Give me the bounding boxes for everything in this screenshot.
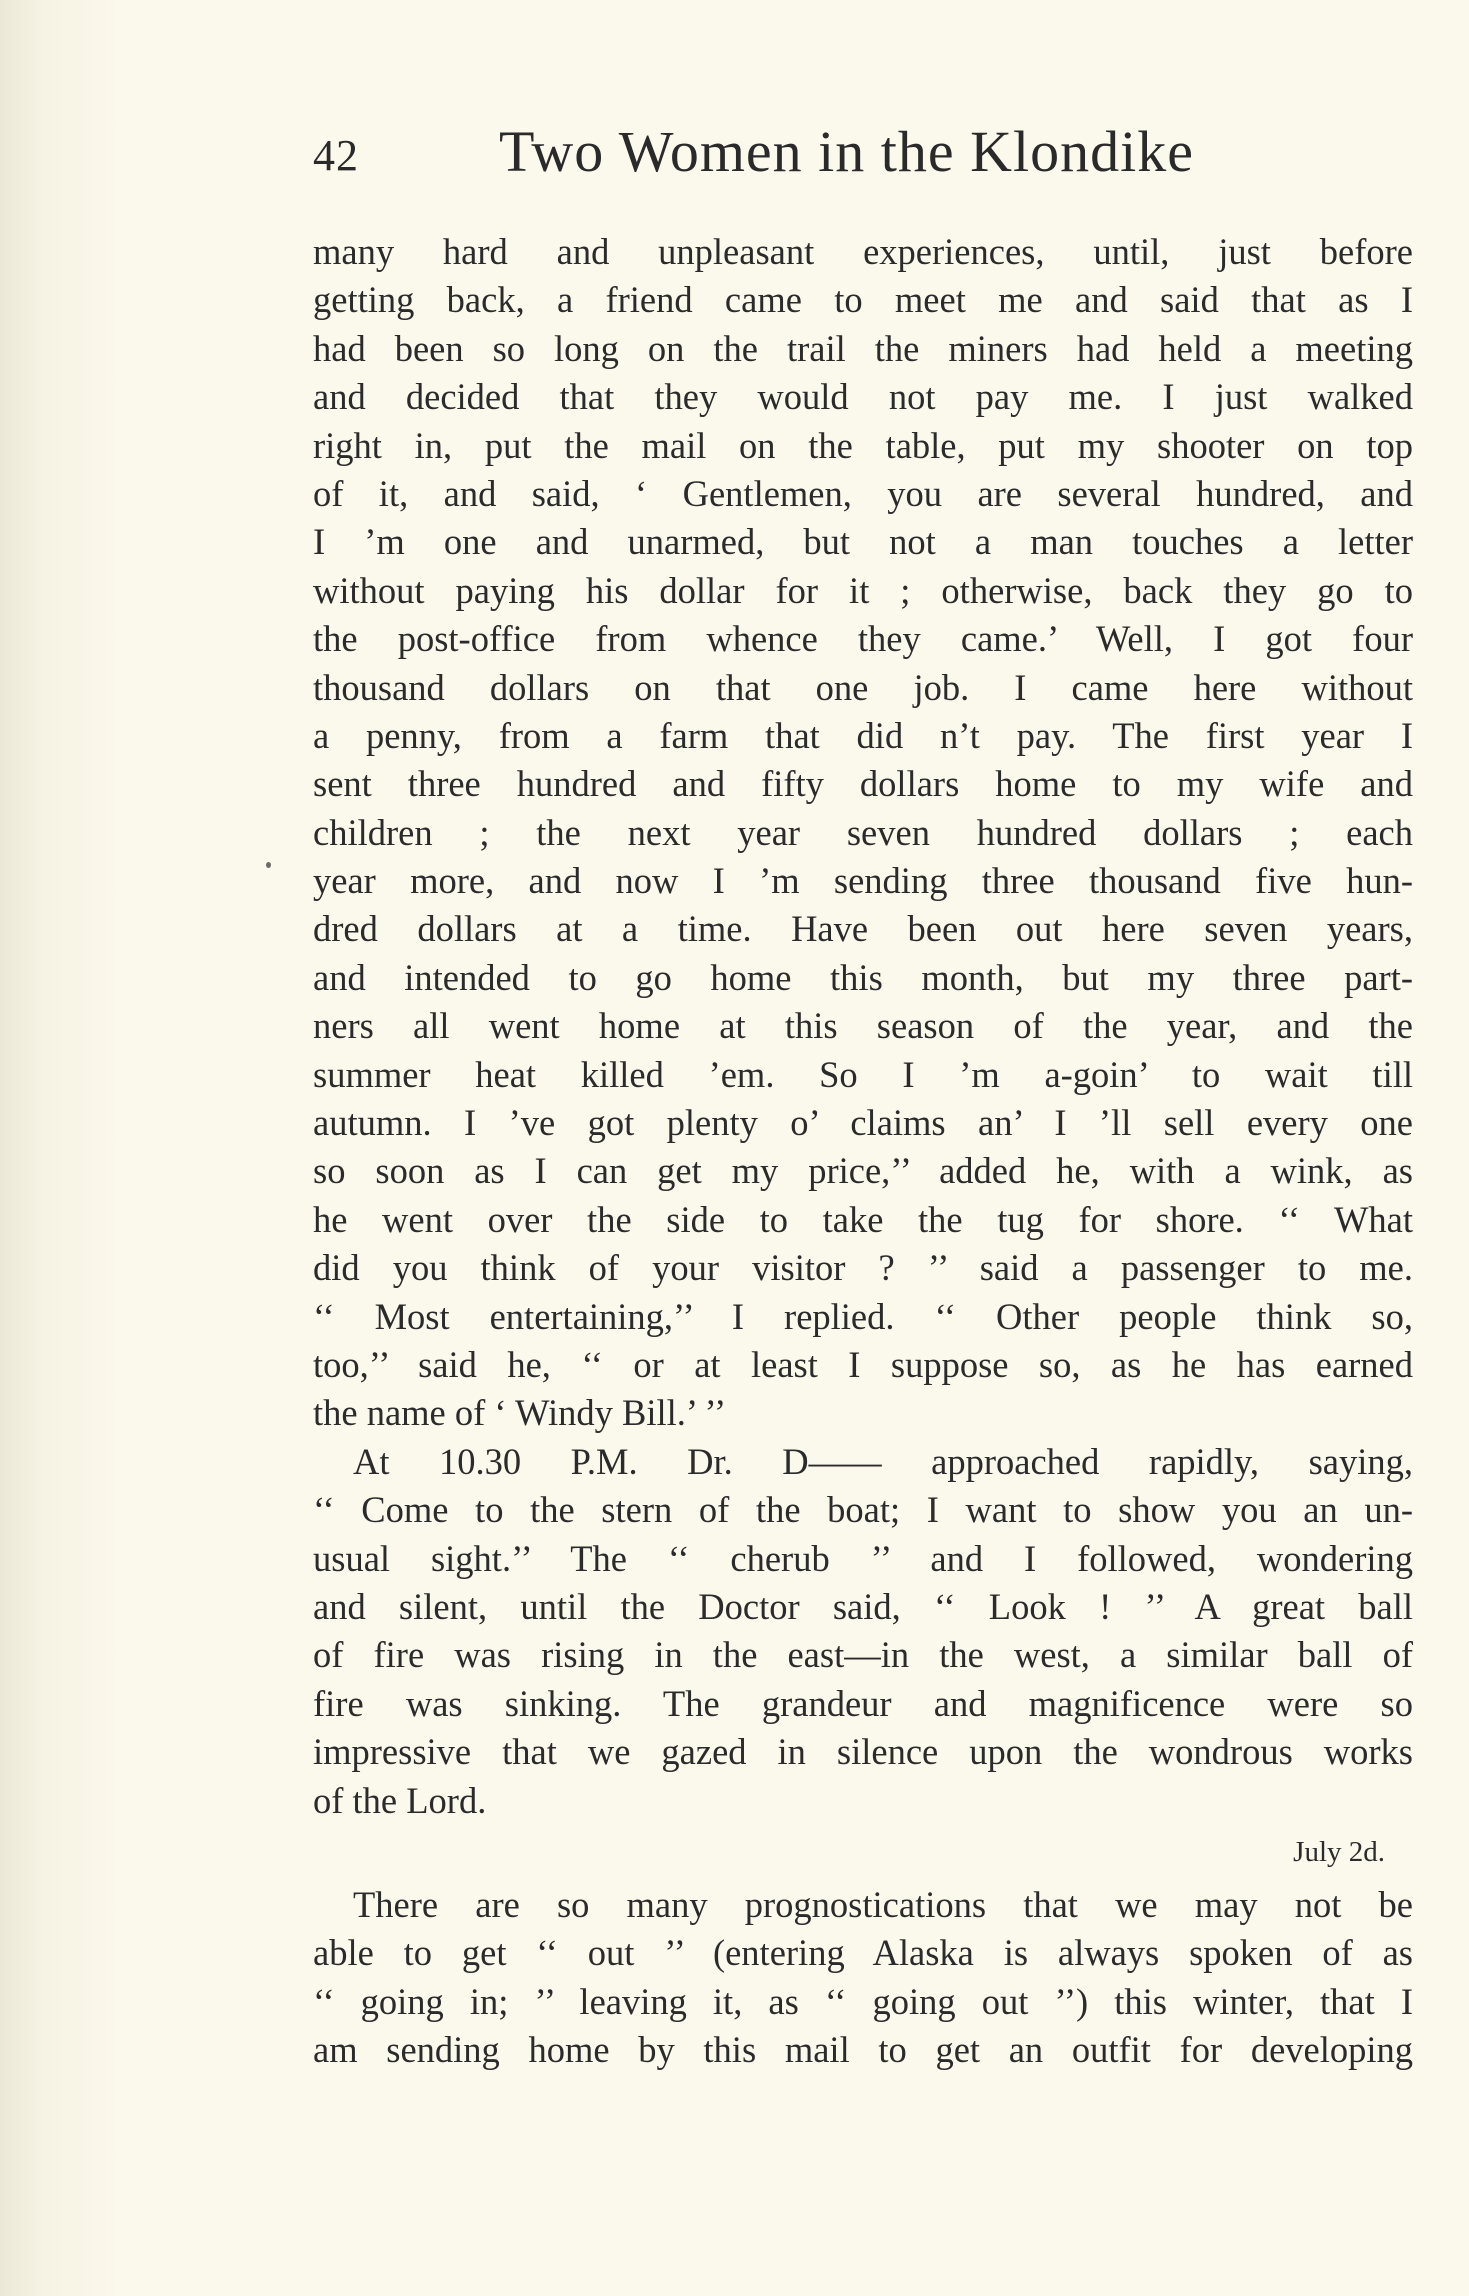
text-line: children ; the next year seven hundred dollars ; each [313,811,1413,853]
text-line: fire was sinking. The grandeur and magnificence were so [313,1682,1413,1724]
text-line: the post-office from whence they came.’ Well, I got four [313,618,1413,660]
text-line: so soon as I can get my price,’’ added he, with a wink, as [313,1150,1413,1192]
running-title: Two Women in the Klondike [499,119,1195,184]
page-header [313,118,1413,198]
text-line: and decided that they would not pay me. I just walked [313,376,1413,418]
text-line: able to get ‘‘ out ’’ (entering Alaska is always spoken of as [313,1932,1413,1974]
text-line: of it, and said, ‘ Gentlemen, you are several hundred, and [313,472,1413,514]
text-line: he went over the side to take the tug for shore. ‘‘ What [313,1198,1413,1240]
text-line: ‘‘ Come to the stern of the boat; I want to show you an un- [313,1489,1413,1531]
text-line: getting back, a friend came to meet me and said that as I [313,279,1413,321]
text-line: the name of ‘ Windy Bill.’ ’’ [313,1392,727,1434]
text-line: dred dollars at a time. Have been out here seven years, [313,908,1413,950]
text-line: ‘‘ Most entertaining,’’ I replied. ‘‘ Other people think so, [313,1295,1413,1337]
body-text [313,228,1413,2074]
text-line: many hard and unpleasant experiences, until, just before [313,231,1413,272]
text-line: usual sight.’’ The ‘‘ cherub ’’ and I followed, wondering [313,1537,1413,1579]
margin-speck [266,862,271,868]
text-line: and intended to go home this month, but my three part- [313,956,1413,998]
text-line: summer heat killed ’em. So I ’m a-goin’ to wait till [313,1053,1413,1095]
text-line: year more, and now I ’m sending three thousand five hun- [313,860,1413,902]
text-line: of fire was rising in the east—in the west, a similar ball of [313,1634,1413,1676]
text-line: did you think of your visitor ? ’’ said a passenger to me. [313,1247,1413,1289]
text-line: impressive that we gazed in silence upon the wondrous works [313,1731,1413,1773]
text-line: thousand dollars on that one job. I came here without [313,666,1413,708]
text-line: am sending home by this mail to get an outfit for developing [313,2029,1413,2071]
text-line: too,’’ said he, ‘‘ or at least I suppose so, as he has earned [313,1343,1413,1385]
text-line: sent three hundred and fifty dollars home to my wife and [313,763,1413,805]
text-line: ‘‘ going in; ’’ leaving it, as ‘‘ going out ’’) this winter, that I [313,1980,1413,2022]
page-number: 42 [313,131,359,180]
text-line: without paying his dollar for it ; otherwise, back they go to [313,569,1413,611]
text-line: of the Lord. [313,1779,487,1821]
text-line: autumn. I ’ve got plenty o’ claims an’ I ’ll sell every one [313,1102,1413,1144]
dateline: July 2d. [1293,1835,1385,1868]
text-line: a penny, from a farm that did n’t pay. The first year I [313,714,1413,756]
text-line: and silent, until the Doctor said, ‘‘ Look ! ’’ A great ball [313,1585,1413,1627]
text-line: ners all went home at this season of the year, and the [313,1005,1413,1047]
text-line: I ’m one and unarmed, but not a man touches a letter [313,521,1413,563]
text-line: At 10.30 P.M. Dr. D—— approached rapidly, saying, [353,1440,1413,1482]
text-line: right in, put the mail on the table, put my shooter on top [313,424,1413,466]
text-line: had been so long on the trail the miners had held a meeting [313,327,1413,369]
text-line: There are so many prognostications that we may not be [353,1883,1413,1925]
